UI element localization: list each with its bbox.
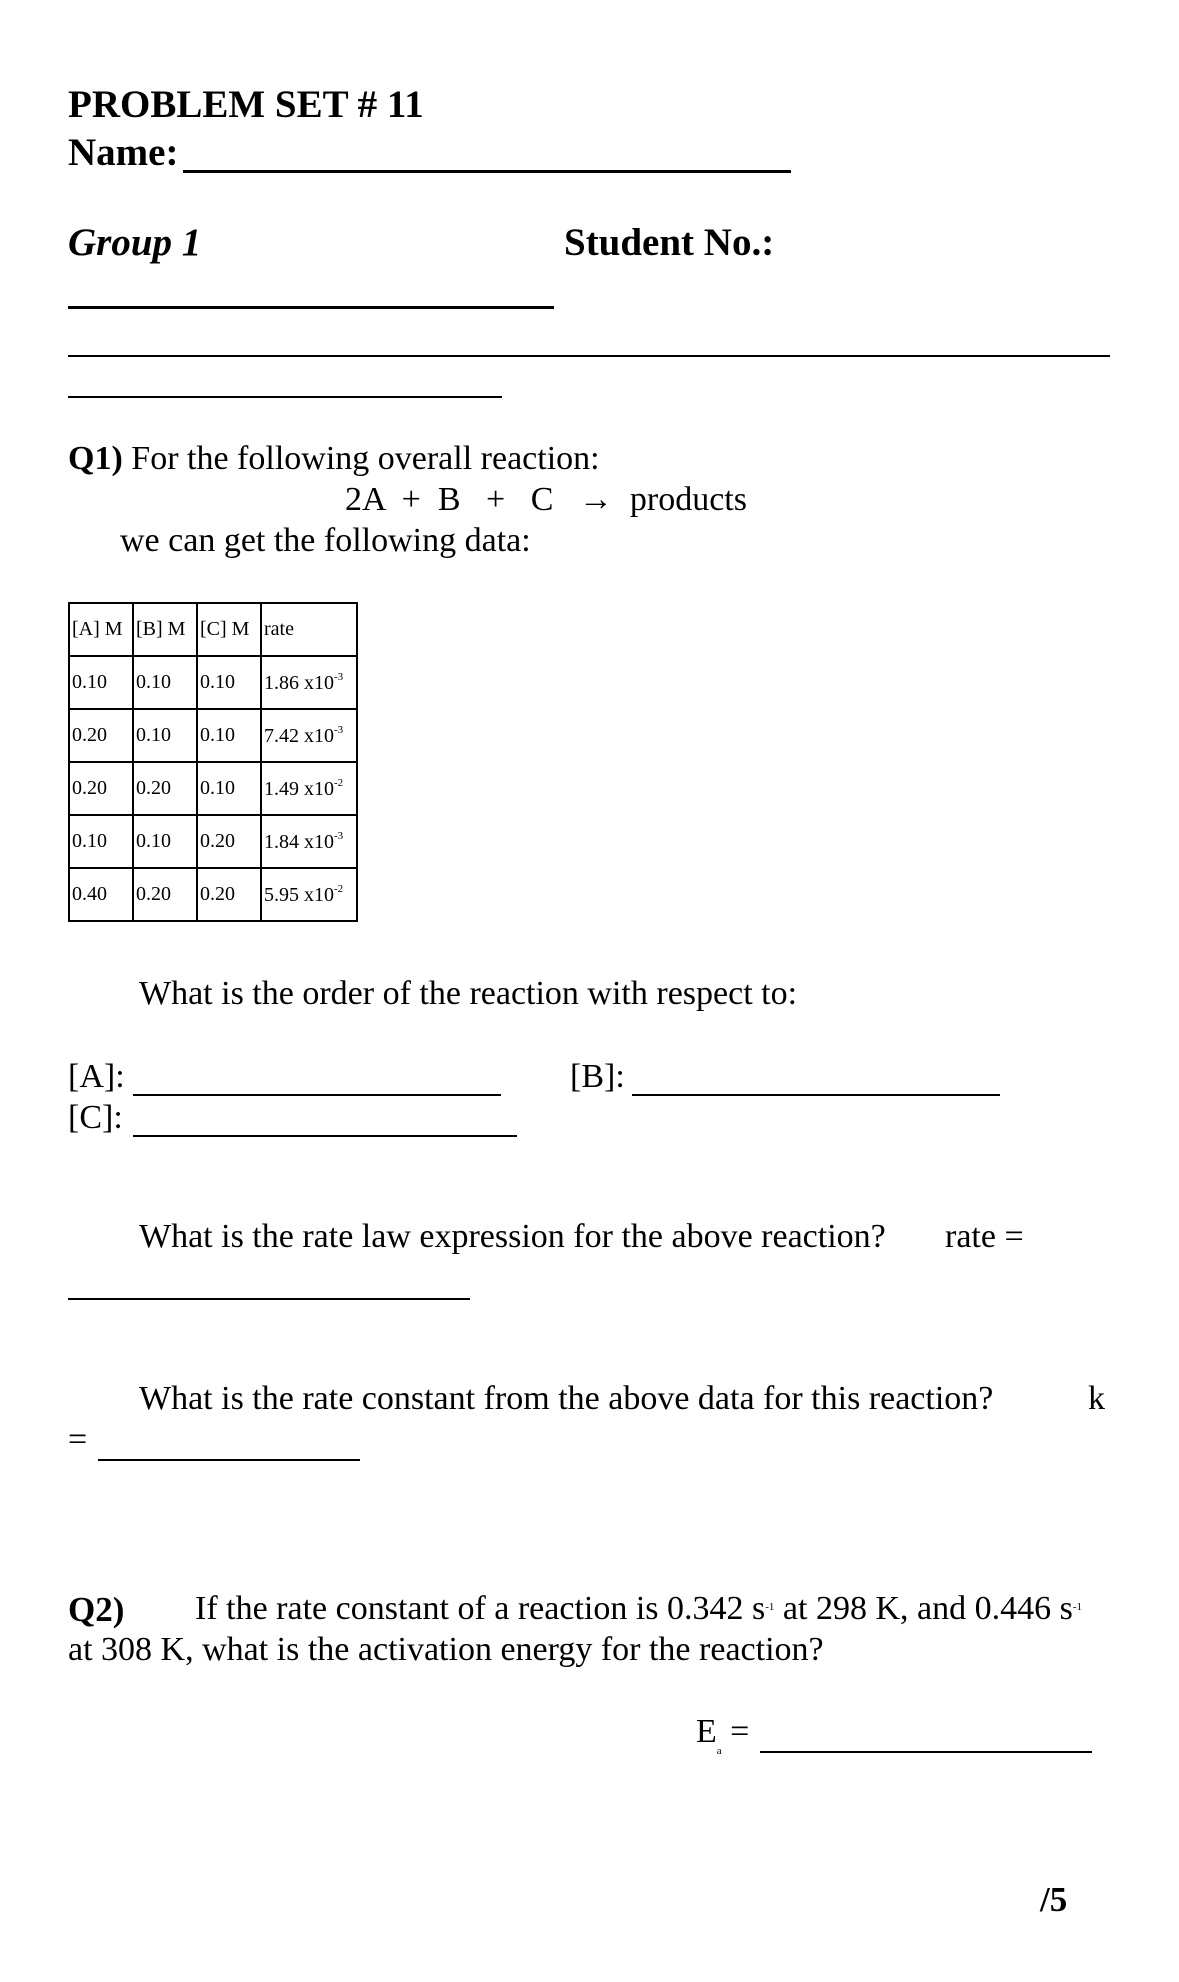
cell-c: 0.20 (197, 815, 261, 868)
rate-value: 5.95 x10 (264, 883, 334, 906)
score-label: /5 (1040, 1880, 1068, 1919)
rate-exponent: -3 (334, 670, 344, 683)
q2-text-line2: at 308 K, what is the activation energy for the reaction? (68, 1631, 824, 1668)
table-row (69, 868, 357, 921)
header-b: [B] M (133, 603, 197, 656)
cell-c: 0.10 (197, 709, 261, 762)
k-label: k (1088, 1380, 1105, 1417)
activation-energy-input[interactable] (760, 1751, 1092, 1753)
header-rate: rate (261, 603, 357, 656)
order-c-label: [C]: (68, 1099, 123, 1136)
q1-intro-text: For the following overall reaction: (131, 440, 600, 477)
cell-a: 0.20 (69, 709, 133, 762)
cell-c: 0.20 (197, 868, 261, 921)
rate-value: 1.49 x10 (264, 777, 334, 800)
group-label: Group 1 (68, 221, 202, 264)
q2-text-line1 (195, 1590, 1082, 1628)
rate-value: 1.86 x10 (264, 671, 334, 694)
rate-exponent: -3 (334, 829, 344, 842)
rate-exponent: -2 (334, 776, 344, 789)
student-no-label: Student No.: (564, 221, 775, 264)
cell-c: 0.10 (197, 656, 261, 709)
cell-rate (261, 656, 357, 709)
cell-a: 0.40 (69, 868, 133, 921)
table-row (69, 709, 357, 762)
student-no-line[interactable] (68, 306, 554, 309)
rate-data-table (68, 602, 358, 922)
cell-b: 0.10 (133, 656, 197, 709)
q1-reaction: 2A + B + C → products (345, 481, 747, 518)
table-row (69, 656, 357, 709)
q1-number: Q1) (68, 440, 123, 477)
blank-line-2[interactable] (68, 396, 502, 398)
table-row (69, 815, 357, 868)
problem-set-title: PROBLEM SET # 11 (68, 83, 424, 126)
cell-b: 0.20 (133, 762, 197, 815)
cell-rate (261, 868, 357, 921)
order-c-input[interactable] (133, 1135, 517, 1137)
rate-value: 7.42 x10 (264, 724, 334, 747)
name-line[interactable] (183, 170, 791, 173)
q2-text-part2: at 298 K, and 0.446 s (774, 1590, 1073, 1627)
ea-equals: = (721, 1713, 750, 1750)
q1-data-intro: we can get the following data: (120, 522, 531, 559)
order-a-label: [A]: (68, 1058, 125, 1095)
ea-label (696, 1713, 750, 1757)
table-row (69, 762, 357, 815)
cell-b: 0.10 (133, 709, 197, 762)
cell-b: 0.10 (133, 815, 197, 868)
cell-a: 0.10 (69, 656, 133, 709)
rate-exponent: -3 (334, 723, 344, 736)
cell-a: 0.10 (69, 815, 133, 868)
q2-exp2: -1 (1072, 1601, 1083, 1613)
cell-rate (261, 709, 357, 762)
rate-constant-input[interactable] (98, 1459, 360, 1461)
k-equals: = (68, 1421, 88, 1458)
cell-c: 0.10 (197, 762, 261, 815)
cell-b: 0.20 (133, 868, 197, 921)
blank-line-1[interactable] (68, 355, 1110, 357)
rate-value: 1.84 x10 (264, 830, 334, 853)
q2-exp1: -1 (765, 1601, 775, 1613)
header-a: [A] M (69, 603, 133, 656)
name-label: Name: (68, 131, 179, 174)
cell-rate (261, 762, 357, 815)
ea-subscript: a (716, 1745, 722, 1757)
ea-symbol: E (696, 1713, 717, 1750)
header-c: [C] M (197, 603, 261, 656)
rate-law-question: What is the rate law expression for the above reaction? (139, 1218, 886, 1255)
order-b-input[interactable] (632, 1094, 1000, 1096)
table-header-row (69, 603, 357, 656)
rate-law-input[interactable] (68, 1298, 470, 1300)
q1-intro (68, 440, 600, 478)
rate-constant-question: What is the rate constant from the above data for this reaction? (139, 1380, 994, 1417)
cell-a: 0.20 (69, 762, 133, 815)
q2-text-part1: If the rate constant of a reaction is 0.342 s (195, 1590, 766, 1627)
order-question: What is the order of the reaction with respect to: (139, 975, 798, 1012)
cell-rate (261, 815, 357, 868)
q2-number: Q2) (68, 1590, 125, 1629)
rate-exponent: -2 (334, 882, 344, 895)
order-a-input[interactable] (133, 1094, 501, 1096)
rate-equals-label: rate = (945, 1218, 1024, 1255)
order-b-label: [B]: (570, 1058, 625, 1095)
